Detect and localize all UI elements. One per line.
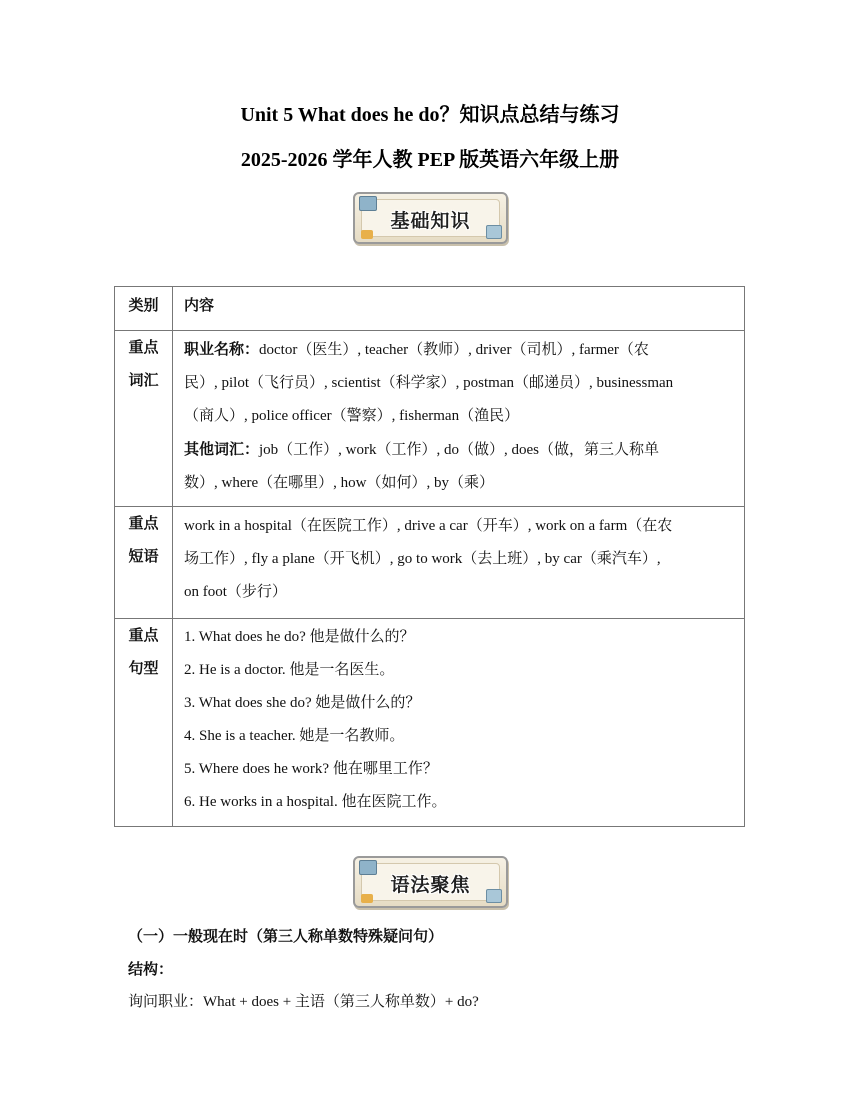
document-title: Unit 5 What does he do？知识点总结与练习: [240, 104, 620, 126]
category-sentence-line1: 重点: [128, 626, 159, 644]
phrase-text: work in a hospital（在医院工作）, drive a car（开车）, work on a farm（在农: [184, 518, 673, 534]
table-row: [115, 507, 745, 619]
sentence-item: 6. He works in a hospital. 他在医院工作。: [184, 794, 447, 810]
section-banner-grammar: [353, 856, 508, 908]
grammar-rule: 询问职业：What + does + 主语（第三人称单数）+ do?: [128, 994, 479, 1010]
sentence-item: 5. Where does he work? 他在哪里工作？: [184, 761, 438, 777]
category-sentence-line2: 句型: [128, 659, 159, 677]
jobs-text: doctor（医生）, teacher（教师）, driver（司机）, farmer（农: [259, 342, 649, 358]
other-text: 数）, where（在哪里）, how（如何）, by（乘）: [184, 475, 494, 491]
other-label: 其他词汇：: [184, 440, 260, 458]
jobs-text: 民）, pilot（飞行员）, scientist（科学家）, postman（邮递员）, businessman: [184, 375, 674, 391]
category-phrase-line1: 重点: [128, 514, 159, 532]
phrase-text: on foot（步行）: [184, 584, 287, 600]
header-category: 类别: [128, 296, 159, 314]
knowledge-table: [114, 286, 745, 827]
header-content: 内容: [184, 296, 215, 314]
sentence-item: 2. He is a doctor. 他是一名医生。: [184, 662, 395, 678]
table-row: [115, 619, 745, 827]
banner-label: 基础知识: [390, 210, 471, 232]
jobs-label: 职业名称：: [184, 340, 260, 358]
section-banner-basics: [353, 192, 508, 244]
phrase-text: 场工作）, fly a plane（开飞机）, go to work（去上班）, by car（乘汽车）,: [184, 551, 661, 567]
category-vocab-line2: 词汇: [128, 371, 159, 389]
grammar-heading: （一）一般现在时（第三人称单数特殊疑问句）: [128, 927, 444, 945]
category-phrase-line2: 短语: [128, 547, 159, 565]
category-vocab-line1: 重点: [128, 338, 159, 356]
banner-label: 语法聚焦: [390, 874, 471, 896]
sentence-item: 3. What does she do? 她是做什么的？: [184, 695, 421, 711]
table-header-row: [115, 287, 745, 331]
table-row: [115, 331, 745, 507]
jobs-text: （商人）, police officer（警察）, fisherman（渔民）: [184, 408, 520, 424]
sentence-item: 4. She is a teacher. 她是一名教师。: [184, 728, 405, 744]
sentence-item: 1. What does he do? 他是做什么的？: [184, 629, 415, 645]
structure-label: 结构：: [128, 960, 174, 978]
document-subtitle: 2025-2026 学年人教 PEP 版英语六年级上册: [240, 149, 620, 171]
other-text: job（工作）, work（工作）, do（做）, does（做，第三人称单: [259, 442, 660, 458]
